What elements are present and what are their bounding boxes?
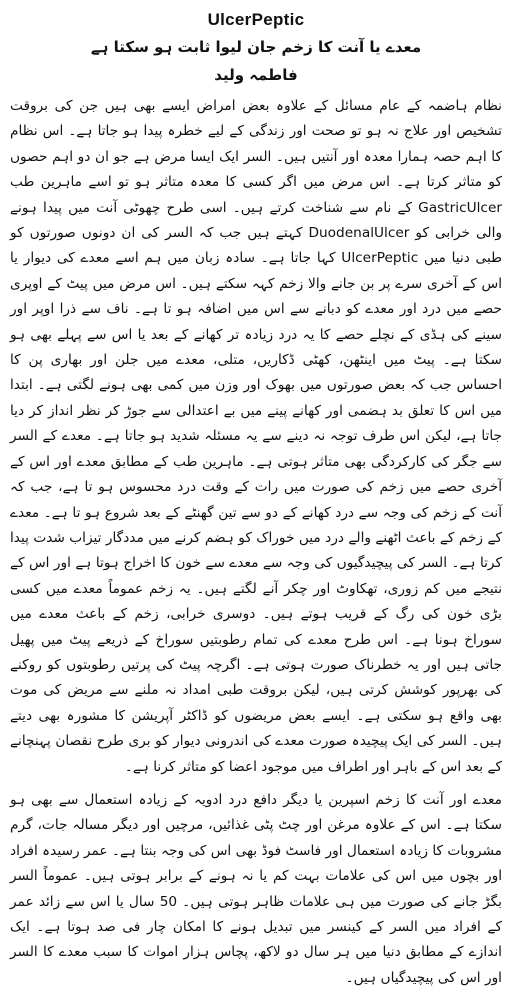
- body-paragraph-1: نظام ہاضمہ کے عام مسائل کے علاوہ بعض امراض ایسے بھی ہیں جن کی بروقت تشخیص اور علاج نہ ہو تو صحت اور زندگی کے لیے خطرہ پیدا ہو جاتا ہے۔ اس نظام کا اہم حصہ ہمارا معدہ اور آنتیں ہیں۔ السر ایک ایسا مرض ہے جو ان دو اہم حصوں کو متاثر کرتا ہے۔ اس مرض میں اگر کسی کا معدہ متاثر ہو تو اسے ماہرین طب GastricUlcer کے نام سے شناخت کرتے ہیں۔ اسی طرح چھوٹی آنت میں پیدا ہونے والی خرابی کو DuodenalUlcer کہتے ہیں جب کہ السر کی ان دونوں صورتوں کو طبی دنیا میں UlcerPeptic کہا جاتا ہے۔ سادہ زبان میں ہم اسے معدے کی دیوار یا اس کے آخری سرے پر بن جانے والا زخم کہہ سکتے ہیں۔ اس مرض میں پیٹ کے اوپری حصے میں درد اور معدے کو دبانے سے اس میں اضافہ ہو تا ہے۔ ناف سے ذرا اوپر اور سینے کی ہڈی کے نچلے حصے کا یہ درد زیادہ تر کھانے کے بعد یا اس سے پہلے بھی ہو سکتا ہے۔ پیٹ میں اینٹھن، کھٹی ڈکاریں، متلی، معدے میں جلن اور بھاری پن کا احساس جب کہ بعض صورتوں میں بھوک اور وزن میں کمی بھی ہونے لگتی ہے۔ ابتدا میں اس کا تعلق بد ہضمی اور کھانے پینے میں بے اعتدالی سے جوڑ کر نظر انداز کر دیا جاتا ہے، لیکن اس طرف توجہ نہ دینے سے یہ مسئلہ شدید ہو جاتا ہے۔ معدے کے السر سے جگر کی کارکردگی بھی متاثر ہوتی ہے۔ ماہرین طب کے مطابق معدے اور اس کے آخری حصے میں زخم کی صورت میں رات کے وقت درد محسوس ہو تا ہے، جب کہ آنت کے زخم کی وجہ سے درد کھانے کے دو سے تین گھنٹے کے بعد شروع ہو تا ہے۔ معدے کے زخم کے باعث اٹھنے والے درد میں خوراک کو ہضم کرنے میں مددگار تیزاب شدت پیدا کرتا ہے۔ السر کی پیچیدگیوں کی وجہ سے معدے سے خون کا اخراج ہوتا ہے اور اس کے نتیجے میں کم زوری، تھکاوٹ اور چکر آنے لگتے ہیں۔ یہ زخم عموماً معدے میں کسی بڑی خون کی رگ کے قریب ہوتے ہیں۔ دوسری خرابی، زخم کے باعث معدے میں سوراخ ہونا ہے۔ اس طرح معدے کی تمام رطوبتیں سوراخ کے ذریعے پیٹ میں پھیل جاتی ہیں اور یہ خطرناک صورت ہوتی ہے۔ اگرچہ پیٹ کی پرتیں رطوبتوں کو روکنے کی بھرپور کوشش کرتی ہیں، لیکن بروقت طبی امداد نہ ملنے سے مریض کی موت بھی واقع ہو سکتی ہے۔ ایسے بعض مریضوں کو ڈاکٹر آپریشن کا مشورہ بھی دیتے ہیں۔ السر کی ایک پیچیدہ صورت معدے کی اندرونی دیوار کو بری طرح نقصان پہنچانے کے بعد اس کے باہر اور اطراف میں موجود اعضا کو متاثر کرنا ہے۔: [10, 98, 502, 775]
- author-name: فاطمہ ولید: [214, 66, 298, 84]
- article-subtitle: معدے یا آنت کا زخم جان لیوا ثابت ہو سکتا ہے: [90, 38, 422, 56]
- article-title: UlcerPeptic: [207, 10, 305, 29]
- body-paragraph-2: معدے اور آنت کا زخم اسپرین یا دیگر دافع درد ادویہ کے زیادہ استعمال سے بھی ہو سکتا ہے۔ اس کے علاوہ مرغن اور چٹ پٹی غذائیں، مرچیں اور دیگر مسالہ جات، گرم مشروبات کا زیادہ استعمال اور فاسٹ فوڈ بھی اس کی وجہ بنتا ہے۔ عمر رسیدہ افراد اور بچوں میں اس کی علامات بہت کم یا نہ ہونے کے برابر ہوتی ہیں۔ عموماً السر بگڑ جانے کی صورت میں ہی علامات ظاہر ہوتی ہیں۔ 50 سال یا اس سے زائد عمر کے افراد میں السر کے کینسر میں تبدیل ہونے کا امکان چار فی صد ہوتا ہے۔ ایک اندازے کے مطابق دنیا میں ہر سال دو لاکھ، پچاس ہزار اموات کا سبب معدے کا السر اور اس کی پیچیدگیاں ہیں۔: [10, 791, 502, 986]
